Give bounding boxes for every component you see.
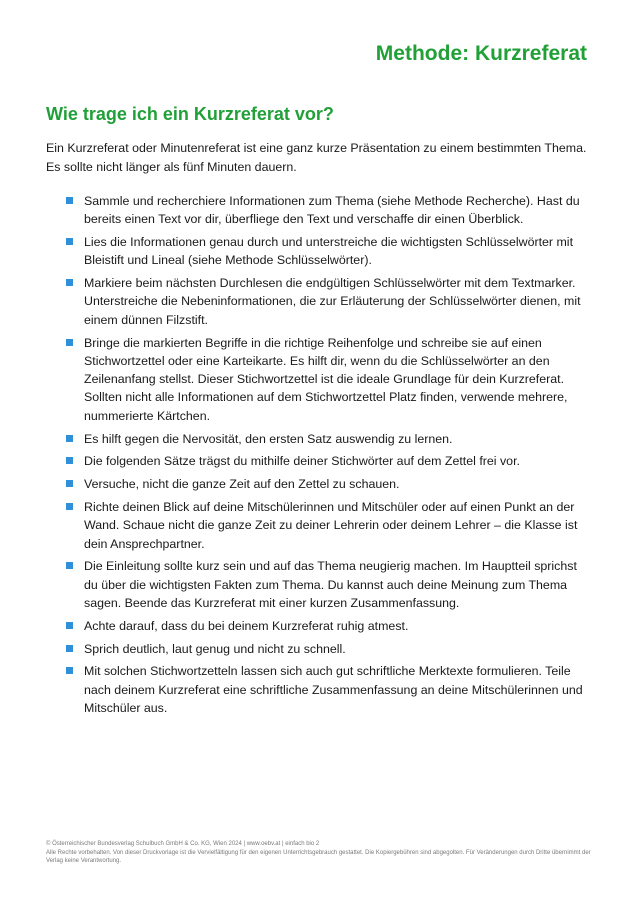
- bullet-square-icon: [66, 503, 73, 510]
- list-item-text: Sammle und recherchiere Informationen zum Thema (siehe Methode Recherche). Hast du bereits einen Text vor dir, überfliege den Text und verschaffe dir einen Überblick.: [84, 194, 580, 227]
- list-item-text: Versuche, nicht die ganze Zeit auf den Zettel zu schauen.: [84, 477, 400, 492]
- list-item-text: Die folgenden Sätze trägst du mithilfe deiner Stichwörter auf dem Zettel frei vor.: [84, 454, 520, 469]
- list-item: [66, 334, 593, 425]
- list-item-text: Achte darauf, dass du bei deinem Kurzreferat ruhig atmest.: [84, 618, 409, 633]
- section-heading: Wie trage ich ein Kurzreferat vor?: [46, 104, 334, 124]
- list-item-text: Markiere beim nächsten Durchlesen die endgültigen Schlüsselwörter mit dem Textmarker. Unterstreiche die Nebeninformationen, die zur Erläuterung der Schlüsselwörter dienen, mit einem dünnen Filzstift.: [84, 276, 581, 327]
- list-item: [66, 233, 593, 270]
- bullet-square-icon: [66, 645, 73, 652]
- list-item: [66, 617, 593, 635]
- bullet-square-icon: [66, 435, 73, 442]
- list-item: [66, 452, 593, 470]
- list-item: [66, 274, 593, 329]
- bullet-square-icon: [66, 622, 73, 629]
- bullet-square-icon: [66, 339, 73, 346]
- bullet-square-icon: [66, 480, 73, 487]
- list-item: [66, 498, 593, 553]
- list-item-text: Es hilft gegen die Nervosität, den ersten Satz auswendig zu lernen.: [84, 431, 453, 446]
- list-item: [66, 640, 593, 658]
- steps-list: [66, 192, 593, 722]
- page-footer: [46, 840, 591, 866]
- bullet-square-icon: [66, 562, 73, 569]
- footer-copyright: © Österreichischer Bundesverlag Schulbuch GmbH & Co. KG, Wien 2024 | www.oebv.at | einfach bio 2: [46, 841, 320, 847]
- footer-rights-notice: Alle Rechte vorbehalten. Von dieser Druckvorlage ist die Vervielfältigung für den eigenen Unterrichtsgebrauch gestattet. Die Kopiergebühren sind abgegolten. Für Veränderungen durch Dritte übernimmt der Verlag keine Verantwortung.: [46, 849, 591, 864]
- document-header-title: Methode: Kurzreferat: [375, 42, 587, 65]
- bullet-square-icon: [66, 457, 73, 464]
- list-item-text: Bringe die markierten Begriffe in die richtige Reihenfolge und schreibe sie auf einen Stichwortzettel oder eine Karteikarte. Es hilft dir, wenn du die Schlüsselwörter an den Zeilenanfang stellst. Dieser Stichwortzettel ist die ideale Grundlage für dein Kurzreferat. Sollten nicht alle Informationen auf dem Stichwortzettel Platz finden, verwende mehrere, nummerierte Kärtchen.: [84, 335, 568, 423]
- bullet-square-icon: [66, 667, 73, 674]
- list-item: [66, 557, 593, 612]
- list-item: [66, 662, 593, 717]
- list-item-text: Lies die Informationen genau durch und unterstreiche die wichtigsten Schlüsselwörter mit Bleistift und Lineal (siehe Methode Schlüsselwörter).: [84, 235, 574, 268]
- list-item-text: Sprich deutlich, laut genug und nicht zu schnell.: [84, 641, 346, 656]
- list-item: [66, 192, 593, 229]
- bullet-square-icon: [66, 279, 73, 286]
- list-item-text: Die Einleitung sollte kurz sein und auf das Thema neugierig machen. Im Hauptteil sprichst du über die wichtigsten Fakten zum Thema. Du kannst auch deine Meinung zum Thema sagen. Beende das Kurzreferat mit einer kurzen Zusammenfassung.: [84, 559, 577, 610]
- intro-paragraph: Ein Kurzreferat oder Minutenreferat ist eine ganz kurze Präsentation zu einem bestimmten Thema. Es sollte nicht länger als fünf Minuten dauern.: [46, 141, 587, 174]
- list-item-text: Mit solchen Stichwortzetteln lassen sich auch gut schriftliche Merktexte formulieren. Teile nach deinem Kurzreferat eine schriftliche Zusammenfassung an deine Mitschülerinnen und Mitschüler aus.: [84, 664, 583, 715]
- bullet-square-icon: [66, 197, 73, 204]
- list-item: [66, 430, 593, 448]
- bullet-square-icon: [66, 238, 73, 245]
- list-item-text: Richte deinen Blick auf deine Mitschülerinnen und Mitschüler oder auf einen Punkt an der Wand. Schaue nicht die ganze Zeit zu deiner Lehrerin oder deinem Lehrer – die Klasse ist dein Ansprechpartner.: [84, 499, 578, 551]
- list-item: [66, 475, 593, 493]
